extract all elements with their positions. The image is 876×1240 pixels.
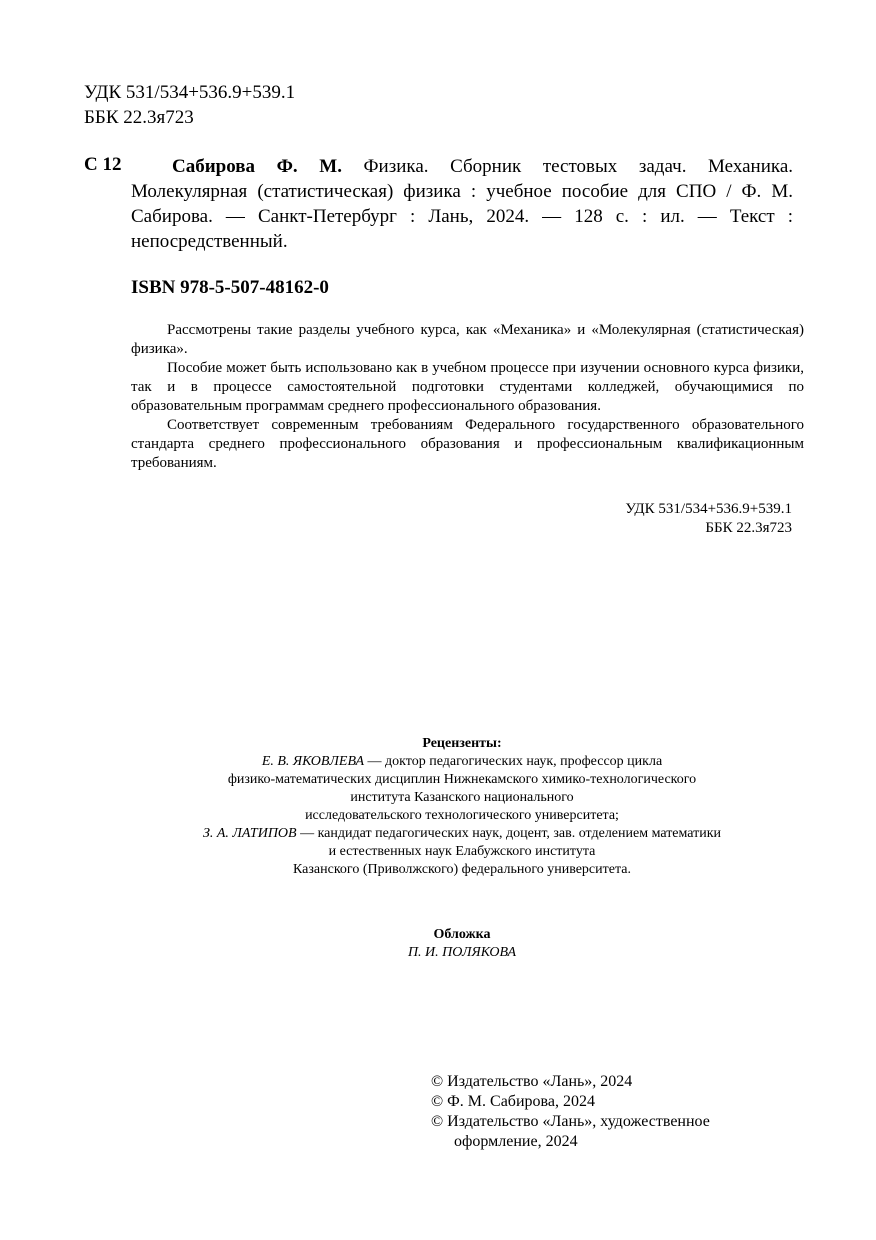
abstract-paragraph: Рассмотрены такие разделы учебного курса, как «Механика» и «Молекулярная (статистическая) физика». [131,322,804,357]
reviewer-1-text: физико-математических дисциплин Нижнекамского химико-технологического [227,772,697,787]
copyright-block [431,1072,710,1152]
reviewer-1-text: — доктор педагогических наук, профессор цикла [364,754,663,769]
copyright-line: © Издательство «Лань», художественное [431,1113,710,1130]
abstract [131,321,804,473]
reviewer-1-name: Е. В. ЯКОВЛЕВА [261,754,365,769]
reviewer-1-text: института Казанского национального [350,790,574,805]
cover-heading: Обложка [433,927,491,942]
bibliographic-record [131,154,793,254]
abstract-paragraph: Соответствует современным требованиям Федерального государственного образовательного стандарта среднего профессионального образования и профессиональным квалификационным требованиям. [131,417,804,471]
reviewer-2-text: Казанского (Приволжского) федерального университета. [293,862,631,877]
bbk-code: ББК 22.3я723 [705,520,792,536]
cover-credit [0,926,876,962]
reviewer-2 [0,825,876,843]
reviewers-heading: Рецензенты: [422,736,502,751]
right-classification-codes [625,500,792,538]
reviewer-2-text: и естественных наук Елабужского института [328,844,596,859]
udk-code: УДК 531/534+536.9+539.1 [625,501,792,517]
catalog-code: С 12 [84,154,122,175]
abstract-paragraph: Пособие может быть использовано как в учебном процессе при изучении основного курса физики, так и в процессе самостоятельной подготовки студентами колледжей, обучающимися по образовательным программам среднего профессионального образования. [131,360,804,414]
isbn: ISBN 978-5-507-48162-0 [131,277,329,298]
udk-code: УДК 531/534+536.9+539.1 [84,82,296,103]
bibliographic-description: Физика. Сборник тестовых задач. Механика. Молекулярная (статистическая) физика : учебное пособие для СПО / Ф. М. Сабирова. — Санкт-Петербург : Лань, 2024. — 128 с. : ил. — Текст : непосредственный. [131,156,793,252]
reviewer-2-name: З. А. ЛАТИПОВ [202,826,297,841]
author-name: Сабирова Ф. М. [172,156,342,177]
copyright-line: оформление, 2024 [454,1133,578,1150]
reviewer-2-text: — кандидат педагогических наук, доцент, зав. отделением математики [296,826,722,841]
top-classification-codes [84,80,295,130]
reviewer-1-text: исследовательского технологического университета; [305,808,619,823]
reviewers-section [0,735,876,879]
reviewer-1 [0,753,876,771]
copyright-line: © Издательство «Лань», 2024 [431,1073,633,1090]
cover-designer: П. И. ПОЛЯКОВА [407,945,517,960]
bbk-code: ББК 22.3я723 [84,107,194,128]
copyright-line: © Ф. М. Сабирова, 2024 [431,1093,595,1110]
